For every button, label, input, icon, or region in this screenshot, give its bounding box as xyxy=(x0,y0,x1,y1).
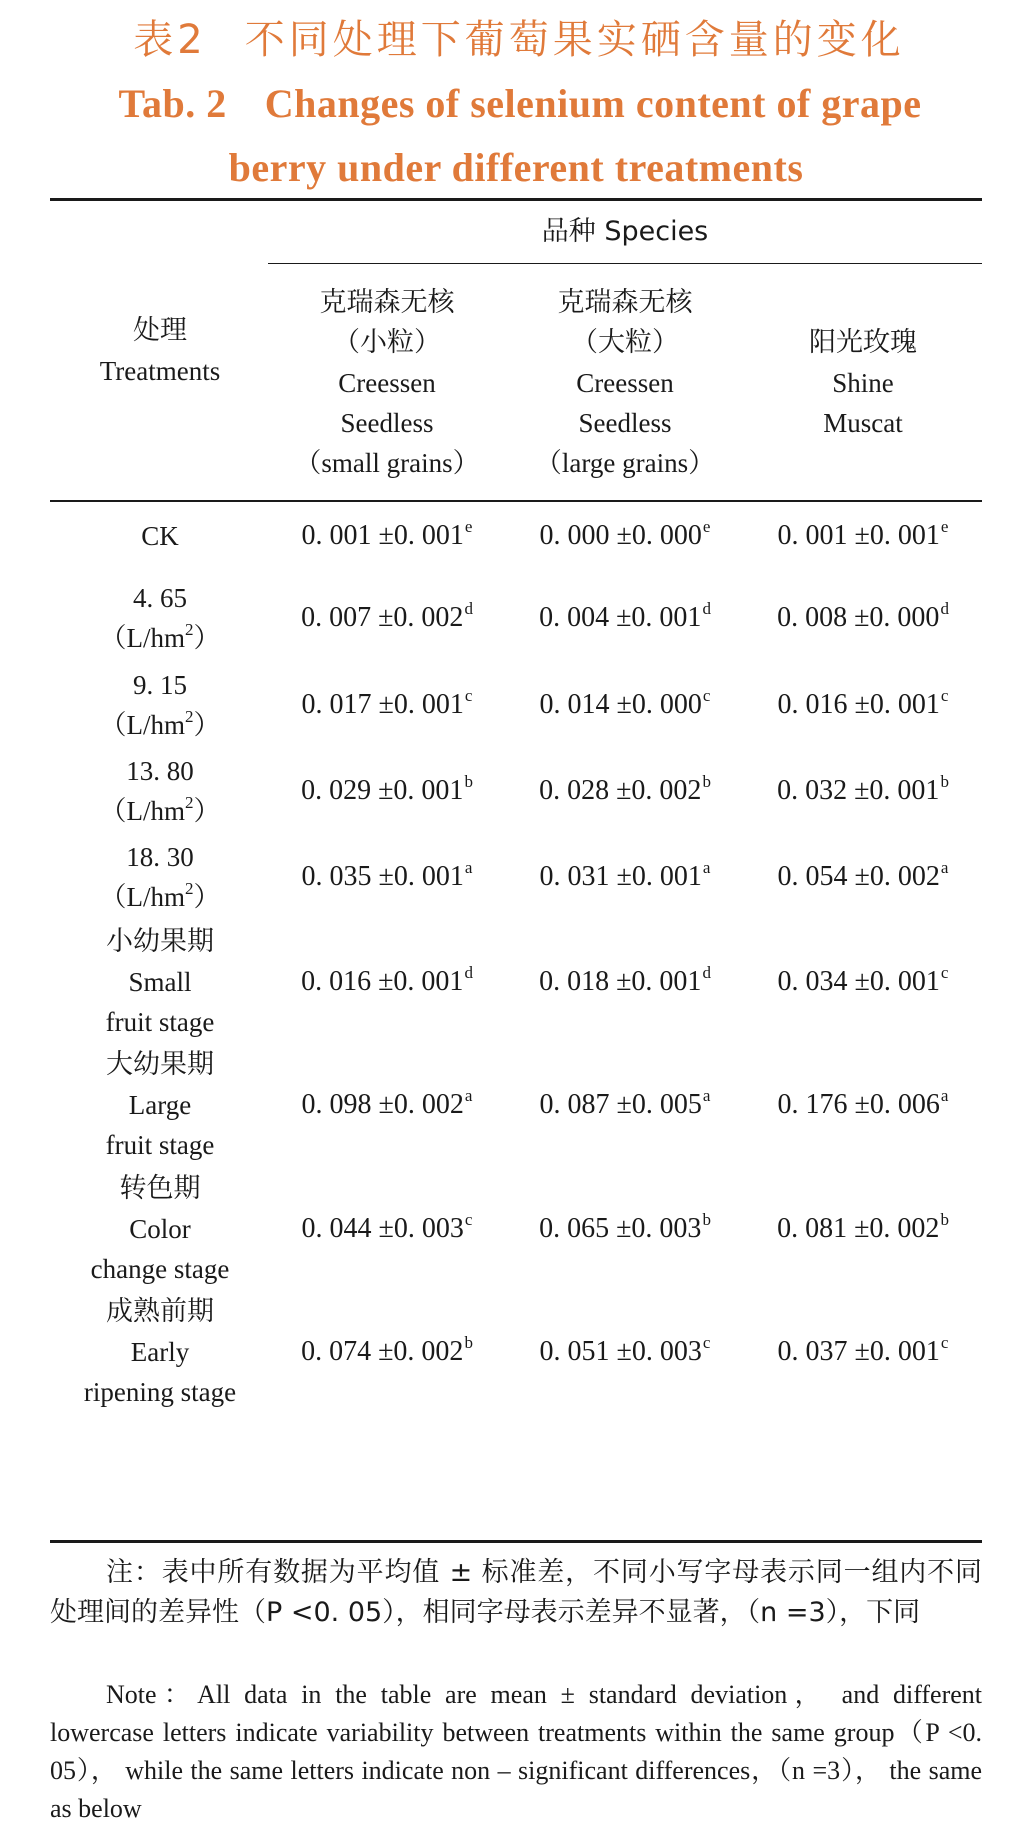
treatment-label: Large xyxy=(128,1090,192,1120)
significance-letter: d xyxy=(702,599,711,618)
value-cell xyxy=(506,857,744,897)
species-header: 品种 Species xyxy=(541,216,709,247)
column-header-cn: 克瑞森无核 xyxy=(557,287,693,318)
treatment-label: 成熟前期 xyxy=(106,1296,214,1327)
value-mean-sd: 0. 007 ±0. 002 xyxy=(301,602,464,633)
value-cell xyxy=(268,857,506,897)
column-header-en: Muscat xyxy=(823,408,903,438)
significance-letter: a xyxy=(464,858,473,877)
significance-letter: b xyxy=(464,1333,473,1352)
value-cell xyxy=(744,962,982,1002)
significance-letter: a xyxy=(940,1086,949,1105)
caption-en-label: Tab. 2 xyxy=(118,81,227,126)
value-cell xyxy=(506,1085,744,1125)
treatment-unit-exponent: 2 xyxy=(185,707,194,726)
value-mean-sd: 0. 001 ±0. 001 xyxy=(301,520,464,551)
treatment-label: ripening stage xyxy=(83,1377,237,1407)
significance-letter: c xyxy=(940,963,949,982)
treatment-cell xyxy=(52,578,268,658)
value-cell xyxy=(268,685,506,725)
treatment-label: fruit stage xyxy=(105,1130,215,1160)
value-cell xyxy=(506,1209,744,1249)
treatment-unit-close: ） xyxy=(193,710,221,740)
value-cell xyxy=(268,1085,506,1125)
caption-en-line2: berry under different treatments xyxy=(228,145,804,190)
value-cell xyxy=(506,962,744,1002)
treatment-label: 4. 65 xyxy=(133,583,187,613)
treatment-unit-exponent: 2 xyxy=(185,793,194,812)
value-cell xyxy=(506,771,744,811)
significance-letter: d xyxy=(702,963,711,982)
treatment-cell xyxy=(52,837,268,917)
value-mean-sd: 0. 035 ±0. 001 xyxy=(301,861,464,892)
significance-letter: a xyxy=(702,858,711,877)
table-note-cn: 注：表中所有数据为平均值 ± 标准差，不同小写字母表示同一组内不同处理间的差异性（P <0. 05），相同字母表示差异不显著，（n =3），下同 xyxy=(50,1557,982,1628)
significance-letter: b xyxy=(940,1210,949,1229)
value-mean-sd: 0. 032 ±0. 001 xyxy=(777,775,940,806)
significance-letter: c xyxy=(940,686,949,705)
significance-letter: d xyxy=(464,599,473,618)
treatment-label: change stage xyxy=(90,1254,230,1284)
treatment-unit-close: ） xyxy=(193,882,221,912)
significance-letter: b xyxy=(702,1210,711,1229)
significance-letter: a xyxy=(464,1086,473,1105)
value-mean-sd: 0. 016 ±0. 001 xyxy=(777,689,940,720)
treatment-label: 9. 15 xyxy=(133,670,187,700)
treatment-label: Small xyxy=(128,967,192,997)
column-header-en: Shine xyxy=(832,368,894,398)
column-header-en: （small grains） xyxy=(294,448,480,478)
value-mean-sd: 0. 065 ±0. 003 xyxy=(539,1213,702,1244)
treatment-unit xyxy=(52,877,268,917)
column-header-1 xyxy=(268,283,506,483)
table-note-en: Note：All data in the table are mean ± standard deviation， and different lowercase letters indicate variability between treatments within the same group（P <0. 05）， while the same letters indicate non – significant differences，（n =3）， the same as below xyxy=(50,1680,983,1823)
treatment-unit-close: ） xyxy=(193,623,221,653)
significance-letter: e xyxy=(940,517,949,536)
significance-letter: c xyxy=(940,1333,949,1352)
value-mean-sd: 0. 029 ±0. 001 xyxy=(301,775,464,806)
value-cell xyxy=(506,1332,744,1372)
table-bottom-rule xyxy=(50,1540,982,1543)
value-mean-sd: 0. 028 ±0. 002 xyxy=(539,775,702,806)
treatment-label: 小幼果期 xyxy=(106,926,214,957)
treatment-label: 13. 80 xyxy=(126,756,194,786)
column-header-3 xyxy=(744,323,982,443)
treatment-cell xyxy=(52,1292,268,1412)
value-cell xyxy=(744,1209,982,1249)
value-cell xyxy=(268,598,506,638)
treatment-unit-exponent: 2 xyxy=(185,879,194,898)
significance-letter: d xyxy=(940,599,949,618)
treatments-header xyxy=(60,311,260,391)
value-mean-sd: 0. 074 ±0. 002 xyxy=(301,1336,464,1367)
treatment-label: 大幼果期 xyxy=(106,1049,214,1080)
significance-letter: b xyxy=(464,772,473,791)
value-cell xyxy=(268,1332,506,1372)
caption-cn-text: 不同处理下葡萄果实硒含量的变化 xyxy=(244,17,905,63)
value-mean-sd: 0. 031 ±0. 001 xyxy=(539,861,702,892)
significance-letter: b xyxy=(702,772,711,791)
value-mean-sd: 0. 004 ±0. 001 xyxy=(539,602,702,633)
treatment-unit-text: （L/hm xyxy=(99,796,185,826)
value-mean-sd: 0. 001 ±0. 001 xyxy=(777,520,940,551)
value-cell xyxy=(744,771,982,811)
column-header-en: Creessen xyxy=(576,368,674,398)
column-header-2 xyxy=(506,283,744,483)
value-mean-sd: 0. 014 ±0. 000 xyxy=(539,689,702,720)
value-mean-sd: 0. 054 ±0. 002 xyxy=(777,861,940,892)
column-header-en: Creessen xyxy=(338,368,436,398)
column-header-en: Seedless xyxy=(578,408,672,438)
value-mean-sd: 0. 176 ±0. 006 xyxy=(777,1089,940,1120)
value-mean-sd: 0. 044 ±0. 003 xyxy=(301,1213,464,1244)
value-cell xyxy=(744,516,982,556)
value-mean-sd: 0. 051 ±0. 003 xyxy=(539,1336,702,1367)
treatment-cell xyxy=(52,922,268,1042)
value-mean-sd: 0. 018 ±0. 001 xyxy=(539,966,702,997)
value-cell xyxy=(506,516,744,556)
significance-letter: d xyxy=(464,963,473,982)
value-cell xyxy=(268,962,506,1002)
significance-letter: a xyxy=(702,1086,711,1105)
value-cell xyxy=(268,771,506,811)
value-mean-sd: 0. 037 ±0. 001 xyxy=(777,1336,940,1367)
treatment-label: 转色期 xyxy=(119,1173,201,1204)
treatment-unit xyxy=(52,618,268,658)
value-cell xyxy=(744,857,982,897)
treatment-label: Color xyxy=(129,1214,191,1244)
treatment-cell xyxy=(52,665,268,745)
column-header-cn: 克瑞森无核 xyxy=(319,287,455,318)
header-bottom-rule xyxy=(50,500,982,502)
value-mean-sd: 0. 008 ±0. 000 xyxy=(777,602,940,633)
value-mean-sd: 0. 016 ±0. 001 xyxy=(301,966,464,997)
table-caption xyxy=(0,8,1032,200)
significance-letter: a xyxy=(940,858,949,877)
treatment-cell xyxy=(52,1169,268,1289)
column-header-cn-sub: （小粒） xyxy=(333,327,441,358)
value-cell xyxy=(268,1209,506,1249)
column-header-en: Seedless xyxy=(340,408,434,438)
treatment-unit xyxy=(52,705,268,745)
significance-letter: e xyxy=(702,517,711,536)
treatment-unit-exponent: 2 xyxy=(185,620,194,639)
treatments-header-cn: 处理 xyxy=(133,315,187,346)
treatment-cell xyxy=(52,751,268,831)
column-header-cn-sub: （大粒） xyxy=(571,327,679,358)
value-cell xyxy=(744,1085,982,1125)
value-cell xyxy=(506,598,744,638)
significance-letter: e xyxy=(464,517,473,536)
species-rule xyxy=(268,263,982,264)
value-cell xyxy=(268,516,506,556)
caption-cn-label: 表2 xyxy=(133,17,207,63)
treatment-unit-text: （L/hm xyxy=(99,623,185,653)
value-cell xyxy=(506,685,744,725)
treatment-cell xyxy=(52,1045,268,1165)
treatment-unit xyxy=(52,791,268,831)
caption-en-line1 xyxy=(0,72,1032,136)
treatments-header-en: Treatments xyxy=(99,356,221,386)
value-mean-sd: 0. 098 ±0. 002 xyxy=(301,1089,464,1120)
caption-cn xyxy=(0,8,1032,72)
significance-letter: c xyxy=(464,686,473,705)
significance-letter: c xyxy=(464,1210,473,1229)
value-cell xyxy=(744,1332,982,1372)
value-cell xyxy=(744,598,982,638)
treatment-label: CK xyxy=(141,521,179,551)
value-mean-sd: 0. 087 ±0. 005 xyxy=(539,1089,702,1120)
treatment-label: fruit stage xyxy=(105,1007,215,1037)
significance-letter: b xyxy=(940,772,949,791)
caption-en-text: Changes of selenium content of grape xyxy=(264,81,922,126)
significance-letter: c xyxy=(702,686,711,705)
column-header-en: （large grains） xyxy=(534,448,716,478)
value-cell xyxy=(744,685,982,725)
value-mean-sd: 0. 034 ±0. 001 xyxy=(777,966,940,997)
treatment-unit-text: （L/hm xyxy=(99,882,185,912)
significance-letter: c xyxy=(702,1333,711,1352)
treatment-unit-text: （L/hm xyxy=(99,710,185,740)
column-header-cn: 阳光玫瑰 xyxy=(809,327,917,358)
value-mean-sd: 0. 081 ±0. 002 xyxy=(777,1213,940,1244)
treatment-label: 18. 30 xyxy=(126,842,194,872)
treatment-cell xyxy=(52,516,268,556)
treatment-label: Early xyxy=(130,1337,190,1367)
value-mean-sd: 0. 017 ±0. 001 xyxy=(301,689,464,720)
table-top-rule xyxy=(50,198,982,201)
value-mean-sd: 0. 000 ±0. 000 xyxy=(539,520,702,551)
treatment-unit-close: ） xyxy=(193,796,221,826)
